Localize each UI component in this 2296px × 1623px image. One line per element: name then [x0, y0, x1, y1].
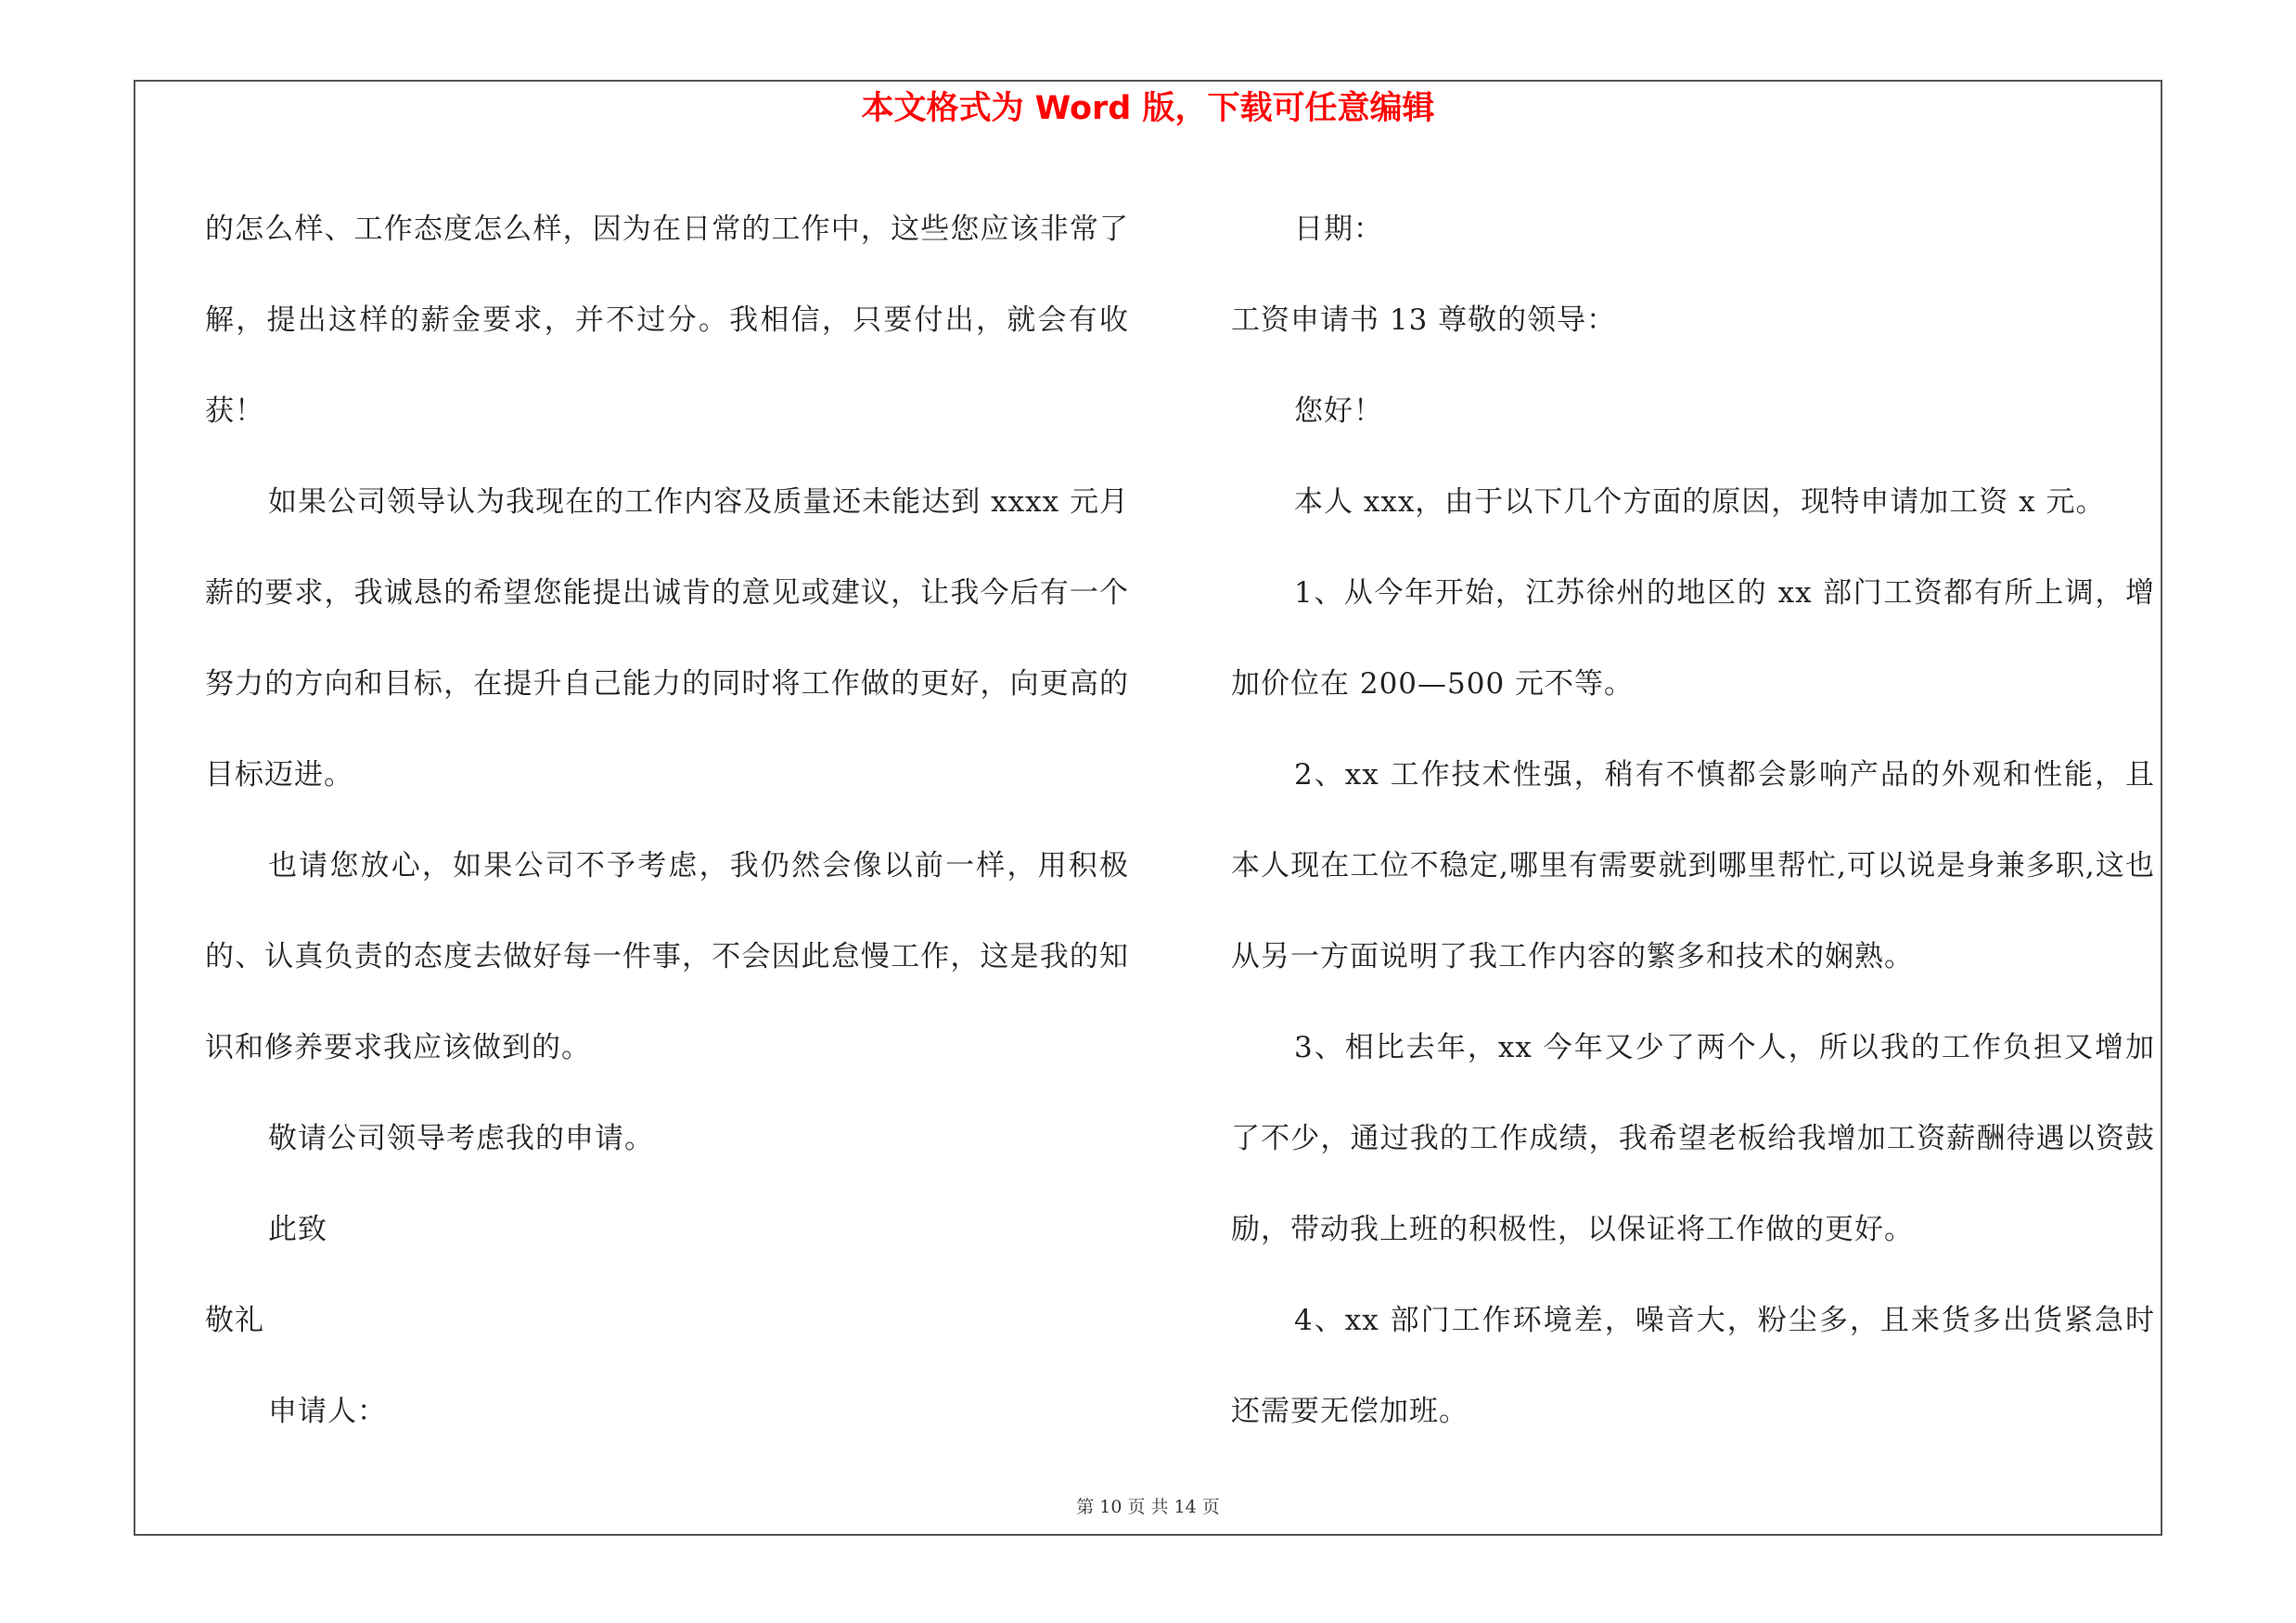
- left-column: [205, 184, 1129, 1457]
- page-indicator: 第 10 页 共 14 页: [1076, 1497, 1220, 1517]
- applicant-label: 申请人：: [268, 1395, 387, 1428]
- reason-2: 2、xx 工作技术性强，稍有不慎都会影响产品的外观和性能，且本人现在工位不稳定,哪里有需要就到哪里帮忙,可以说是身兼多职,这也从另一方面说明了我工作内容的繁多和技术的娴熟。: [1231, 758, 2155, 973]
- paragraph-commitment: 也请您放心，如果公司不予考虑，我仍然会像以前一样，用积极的、认真负责的态度去做好每一件事，不会因此怠慢工作，这是我的知识和修养要求我应该做到的。: [205, 849, 1129, 1064]
- paragraph-closing-request: 敬请公司领导考虑我的申请。: [268, 1122, 654, 1155]
- date-label: 日期：: [1294, 213, 1383, 246]
- salutation-cizhi: 此致: [268, 1213, 327, 1246]
- paragraph-continuation: 的怎么样、工作态度怎么样，因为在日常的工作中，这些您应该非常了解，提出这样的薪金要求，并不过分。我相信，只要付出，就会有收获！: [205, 213, 1129, 428]
- paragraph-intro: 本人 xxx，由于以下几个方面的原因，现特申请加工资 x 元。: [1294, 485, 2106, 519]
- reason-4: 4、xx 部门工作环境差，噪音大，粉尘多，且来货多出货紧急时还需要无偿加班。: [1231, 1304, 2155, 1428]
- salutation-jingli: 敬礼: [205, 1304, 264, 1337]
- reason-3: 3、相比去年，xx 今年又少了两个人，所以我的工作负担又增加了不少，通过我的工作成绩，我希望老板给我增加工资薪酬待遇以资鼓励，带动我上班的积极性，以保证将工作做的更好。: [1231, 1031, 2155, 1246]
- reason-1: 1、从今年开始，江苏徐州的地区的 xx 部门工资都有所上调，增加价位在 200—500 元不等。: [1231, 576, 2155, 701]
- letter-heading: 工资申请书 13 尊敬的领导：: [1231, 303, 1617, 337]
- header-banner: 本文格式为 Word 版，下载可任意编辑: [861, 90, 1435, 127]
- paragraph-improvement-request: 如果公司领导认为我现在的工作内容及质量还未能达到 xxxx 元月薪的要求，我诚恳的希望您能提出诚肯的意见或建议，让我今后有一个努力的方向和目标，在提升自己能力的同时将工作做的更好，向更高的目标迈进。: [205, 485, 1129, 792]
- right-column: [1231, 184, 2155, 1457]
- greeting: 您好！: [1294, 394, 1383, 428]
